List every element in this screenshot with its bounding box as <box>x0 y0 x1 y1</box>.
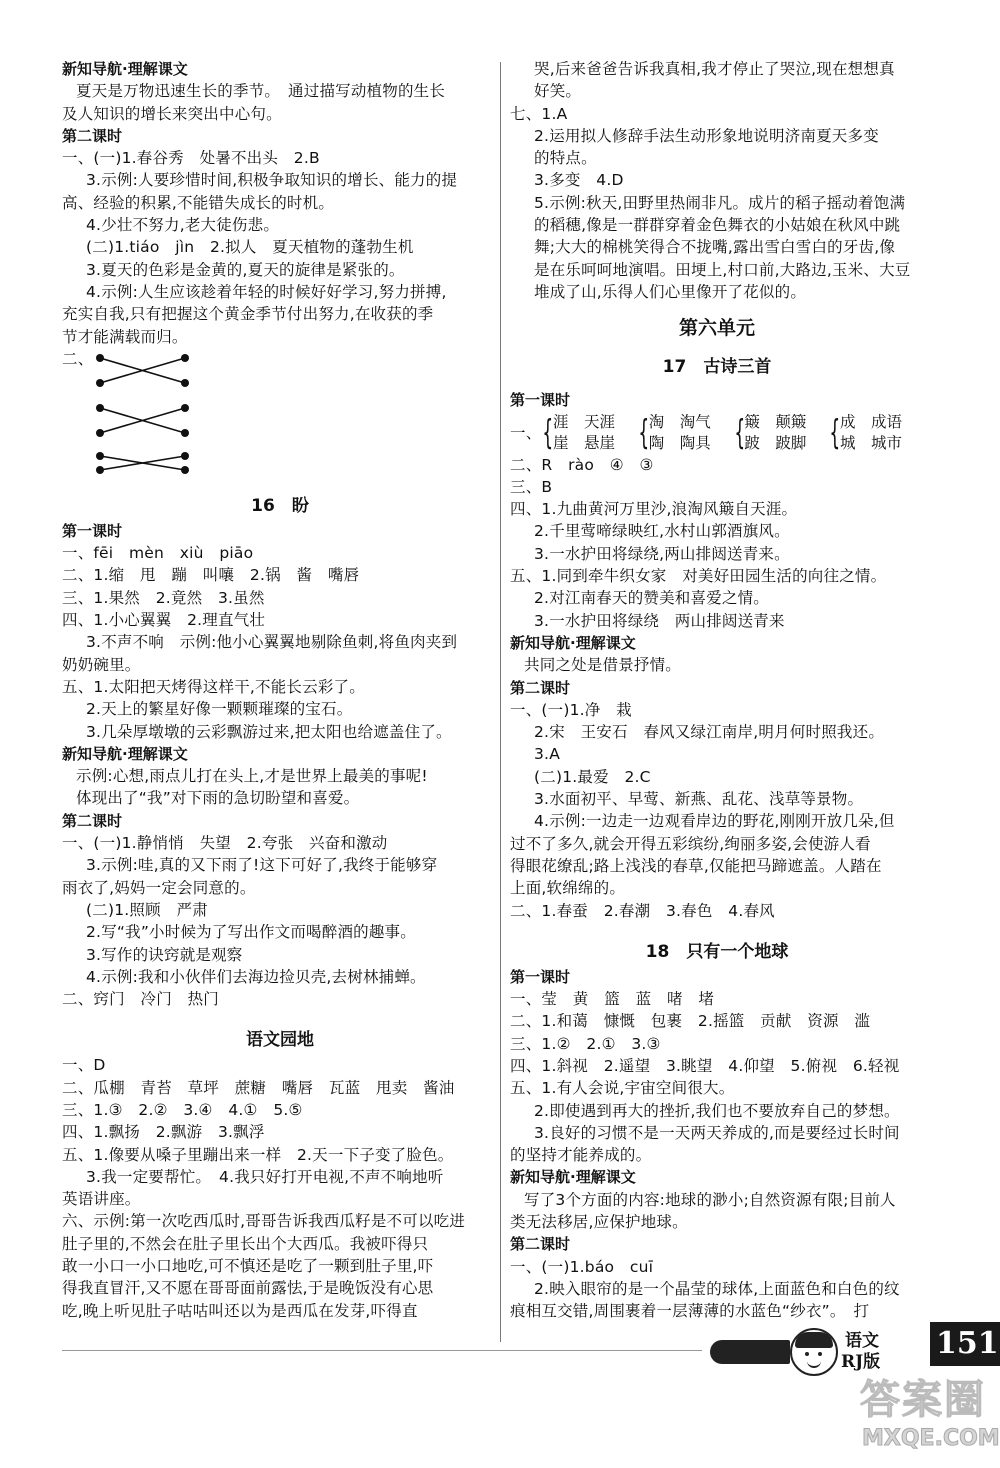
section-heading: 第二课时 <box>62 811 123 830</box>
answer-line: 4.示例:一边走一边观看岸边的野花,刚刚开放几朵,但 <box>534 812 895 831</box>
answer-line: 节才能满载而归。 <box>62 327 188 346</box>
lesson-title: 16 盼 <box>251 495 309 516</box>
answer-line: 3.一水护田将绿绕 两山排闼送青来 <box>534 611 785 630</box>
answer-line: 3.一水护田将绿绕,两山排闼送青来。 <box>534 544 790 563</box>
answer-line: 2.对江南春天的赞美和喜爱之情。 <box>534 589 769 608</box>
answer-line: 痕相互交错,周围裹着一层薄薄的水蓝色“纱衣”。 打 <box>510 1302 870 1321</box>
answer-line: 三、1.③ 2.② 3.④ 4.① 5.⑤ <box>62 1100 303 1119</box>
answer-line: 2.写“我”小时候为了写出作文而喝醉酒的趣事。 <box>86 923 416 942</box>
answer-line: 三、1.② 2.① 3.③ <box>510 1034 661 1053</box>
answer-line: 2.映入眼帘的是一个晶莹的球体,上面蓝色和白色的纹 <box>534 1279 900 1298</box>
answer-line: 哭,后来爸爸告诉我真相,我才停止了哭泣,现在想想真 <box>534 60 895 78</box>
answer-line: 3.多变 4.D <box>534 171 624 190</box>
brace-icon: { <box>638 412 650 453</box>
answer-line: 吃,晚上听见肚子咕咕叫还以为是西瓜在发芽,吓得直 <box>62 1301 418 1320</box>
answer-line: 英语讲座。 <box>62 1190 141 1209</box>
bracket-group <box>541 412 615 454</box>
answer-line: 二、1.缩 甩 蹦 叫嚷 2.锅 酱 嘴唇 <box>62 566 360 585</box>
right-block-b <box>510 454 924 1323</box>
match-dot <box>96 379 104 387</box>
section-heading: 第二课时 <box>62 126 123 145</box>
right-column <box>510 58 924 1323</box>
matching-diagram <box>62 348 498 476</box>
answer-line: (二)1.tiáo jìn 2.拟人 夏天植物的蓬勃生机 <box>86 238 414 257</box>
match-dot <box>96 404 104 412</box>
matching-label: 二、 <box>62 349 94 368</box>
bracket-group <box>733 412 807 454</box>
section-heading: 第二课时 <box>510 678 571 697</box>
section-heading: 新知导航·理解课文 <box>510 633 636 652</box>
answer-line: 四、1.九曲黄河万里沙,浪淘风簸自天涯。 <box>510 500 798 519</box>
answer-line: 3.水面初平、早莺、新燕、乱花、浅草等景物。 <box>534 790 864 809</box>
answer-line: 一、(一)1.净 栽 <box>510 700 632 719</box>
answer-line: 好笑。 <box>534 82 582 101</box>
section-heading: 新知导航·理解课文 <box>62 60 188 78</box>
bracket-answer-row <box>510 412 924 454</box>
unit-title: 第六单元 <box>678 317 755 340</box>
answer-line: 肚子里的,不然会在肚子里长出个大西瓜。我被吓得只 <box>62 1234 429 1253</box>
answer-line: 2.天上的繁星好像一颗颗璀璨的宝石。 <box>86 700 353 719</box>
answer-line: 3.示例:人要珍惜时间,积极争取知识的增长、能力的提 <box>86 171 458 190</box>
answer-line: 一、(一)1.báo cuī <box>510 1257 654 1276</box>
footer-subject: 语文 <box>845 1331 879 1351</box>
bracket-item: 城 城市 <box>840 433 903 452</box>
answer-line: 五、1.有人会说,宇宙空间很大。 <box>510 1079 735 1098</box>
match-dot <box>96 466 104 474</box>
match-dot <box>181 429 189 437</box>
answer-line: 3.示例:哇,真的又下雨了!这下可好了,我终于能够穿 <box>86 856 438 875</box>
bracket-item: 簸 颠簸 <box>744 412 807 431</box>
brace-icon: { <box>734 412 745 453</box>
watermark-logo: 答案圈 <box>860 1376 986 1423</box>
answer-line: 三、B <box>510 477 553 496</box>
lesson-17-title: 17 古诗三首 <box>662 357 772 378</box>
answer-line: 3.良好的习惯不是一天两天养成的,而是要经过长时间 <box>534 1123 900 1142</box>
answer-line: 二、R rào ④ ③ <box>510 455 654 474</box>
answer-line: 5.示例:秋天,田野里热闹非凡。成片的稻子摇动着饱满 <box>534 193 906 212</box>
answer-line: 一、fēi mèn xiù piāo <box>62 544 254 563</box>
answer-line: 3.写作的诀窍就是观察 <box>86 945 243 964</box>
bracket-item: 跛 跛脚 <box>744 433 807 452</box>
lesson-title: 语文园地 <box>246 1030 314 1051</box>
match-dot <box>181 452 189 460</box>
column-divider <box>500 62 501 1342</box>
left-column <box>62 58 498 1322</box>
answer-line: 舞;大大的棉桃笑得合不拢嘴,露出雪白雪白的牙齿,像 <box>534 238 896 257</box>
answer-line: 上面,软绵绵的。 <box>510 879 626 898</box>
match-dot <box>181 466 189 474</box>
answer-line: 夏天是万物迅速生长的季节。 通过描写动植物的生长 <box>76 82 446 101</box>
right-block-a <box>510 58 924 303</box>
answer-line: 3.A <box>534 745 560 764</box>
watermark <box>860 1368 1000 1468</box>
answer-line: 3.我一定要帮忙。 4.我只好打开电视,不声不响地听 <box>86 1167 444 1186</box>
answer-line: 2.宋 王安石 春风又绿江南岸,明月何时照我还。 <box>534 723 885 742</box>
bracket-item: 成 成语 <box>840 412 903 431</box>
answer-line: 四、1.小心翼翼 2.理直气壮 <box>62 611 266 630</box>
section-heading: 第二课时 <box>510 1235 571 1254</box>
section-heading: 新知导航·理解课文 <box>62 744 188 763</box>
matching-lines <box>90 348 200 476</box>
answer-line: 的稻穗,像是一群群穿着金色舞衣的小姑娘在秋风中跳 <box>534 216 901 235</box>
match-dot <box>181 379 189 387</box>
answer-line: 共同之处是借景抒情。 <box>524 656 682 675</box>
answer-line: 写了3个方面的内容:地球的渺小;自然资源有限;目前人 <box>524 1190 896 1209</box>
answer-line: 得眼花缭乱;路上浅浅的春草,仅能把马蹄遮盖。人踏在 <box>510 856 882 875</box>
answer-line: 五、1.同到牵牛织女家 对美好田园生活的向往之情。 <box>510 567 887 586</box>
answer-line: (二)1.最爱 2.C <box>534 767 651 786</box>
lesson-17-first-period: 第一课时 <box>510 391 571 410</box>
answer-line: 雨衣了,妈妈一定会同意的。 <box>62 878 256 897</box>
answer-line: 二、瓜棚 青苔 草坪 蔗糖 嘴唇 瓦蓝 甩卖 酱油 <box>62 1078 455 1097</box>
answer-line: 及人知识的增长来突出中心句。 <box>62 104 282 123</box>
lesson-title: 18 只有一个地球 <box>645 941 789 962</box>
left-block-b <box>62 492 498 1322</box>
answer-line: 3.几朵厚墩墩的云彩飘游过来,把太阳也给遮盖住了。 <box>86 722 452 741</box>
answer-line: 充实自我,只有把握这个黄金季节付出努力,在收获的季 <box>62 305 434 324</box>
page-number: 151 <box>930 1322 1000 1366</box>
answer-line: 3.不声不响 示例:他小心翼翼地剔除鱼刺,将鱼肉夹到 <box>86 633 458 652</box>
watermark-url: MXQE.COM <box>862 1426 1000 1451</box>
answer-line: 3.夏天的色彩是金黄的,夏天的旋律是紧张的。 <box>86 260 405 279</box>
section-heading: 第一课时 <box>62 521 123 540</box>
answer-line: 堆成了山,乐得人们心里像开了花似的。 <box>534 282 807 301</box>
answer-line: 示例:心想,雨点儿打在头上,才是世界上最美的事呢! <box>76 767 428 786</box>
answer-line: 一、(一)1.春谷秀 处暑不出头 2.B <box>62 149 320 168</box>
match-dot <box>181 354 189 362</box>
section-heading: 新知导航·理解课文 <box>510 1168 636 1187</box>
answer-line: 高、经验的积累,不能错失成长的时机。 <box>62 193 335 212</box>
answer-line: 2.即使遇到再大的挫折,我们也不要放弃自己的梦想。 <box>534 1101 900 1120</box>
answer-line: 四、1.飘扬 2.飘游 3.飘浮 <box>62 1123 265 1142</box>
bracket-group <box>637 412 711 454</box>
match-dot <box>96 452 104 460</box>
answer-line: 二、1.和蔼 慷慨 包裹 2.摇篮 贡献 资源 滥 <box>510 1012 871 1031</box>
match-dot <box>96 354 104 362</box>
answer-line: 七、1.A <box>510 104 568 123</box>
answer-line: 敢一小口一小口地吃,可不慎还是吃了一颗到肚子里,吓 <box>62 1257 434 1276</box>
answer-line: 2.运用拟人修辞手法生动形象地说明济南夏天多变 <box>534 126 879 145</box>
footer-edition: RJ版 <box>841 1352 881 1372</box>
match-dot <box>96 429 104 437</box>
answer-line: 4.少壮不努力,老大徒伤悲。 <box>86 216 280 235</box>
bracket-item: 崖 悬崖 <box>553 433 616 452</box>
footer-decor-bar <box>710 1340 790 1364</box>
answer-line: 2.千里莺啼绿映红,水村山郭酒旗风。 <box>534 522 790 541</box>
answer-line: 过不了多久,就会开得五彩缤纷,绚丽多姿,会使游人看 <box>510 834 871 853</box>
answer-line: 五、1.太阳把天烤得这样干,不能长云彩了。 <box>62 677 365 696</box>
bracket-item: 陶 陶具 <box>648 433 711 452</box>
answer-line: 二、1.春蚕 2.春潮 3.春色 4.春风 <box>510 901 775 920</box>
answer-line: 得我直冒汗,又不愿在哥哥面前露怯,于是晚饭没有心思 <box>62 1279 434 1298</box>
bracket-group <box>828 412 902 454</box>
brace-icon: { <box>829 412 841 453</box>
brace-icon: { <box>542 412 554 453</box>
answer-line: 的特点。 <box>534 149 597 168</box>
bracket-item: 淘 淘气 <box>648 412 711 431</box>
left-block-a <box>62 58 498 348</box>
spacer <box>62 1010 498 1026</box>
bracket-item: 涯 天涯 <box>553 412 616 431</box>
answer-line: 奶奶碗里。 <box>62 655 141 674</box>
section-heading: 第一课时 <box>510 967 571 986</box>
answer-line: 一、(一)1.静悄悄 失望 2.夸张 兴奋和激动 <box>62 834 388 853</box>
spacer <box>510 922 924 938</box>
answer-line: (二)1.照顾 严肃 <box>86 900 208 919</box>
answer-line: 三、1.果然 2.竟然 3.虽然 <box>62 588 265 607</box>
answer-line: 二、窍门 冷门 热门 <box>62 990 220 1009</box>
answer-line: 的坚持才能养成的。 <box>510 1146 652 1165</box>
answer-line: 一、D <box>62 1056 106 1075</box>
answer-line: 类无法移居,应保护地球。 <box>510 1213 688 1232</box>
answer-line: 是在乐呵呵地演唱。田埂上,村口前,大路边,玉米、大豆 <box>534 260 911 279</box>
answer-line: 4.示例:我和小伙伴们去海边捡贝壳,去树林捕蝉。 <box>86 967 426 986</box>
answer-line: 六、示例:第一次吃西瓜时,哥哥告诉我西瓜籽是不可以吃进 <box>62 1212 466 1231</box>
student-face-icon <box>790 1328 838 1376</box>
answer-line: 五、1.像要从嗓子里蹦出来一样 2.天一下子变了脸色。 <box>62 1145 454 1164</box>
answer-line: 体现出了“我”对下雨的急切盼望和喜爱。 <box>76 789 360 808</box>
answer-line: 一、莹 黄 篮 蓝 啫 堵 <box>510 990 715 1009</box>
match-dot <box>181 404 189 412</box>
answer-line: 四、1.斜视 2.遥望 3.眺望 4.仰望 5.俯视 6.轻视 <box>510 1056 900 1075</box>
bracket-prefix: 一、 <box>510 423 542 442</box>
answer-line: 4.示例:人生应该趁着年轻的时候好好学习,努力拼搏, <box>86 282 447 301</box>
bottom-rule <box>62 1350 702 1351</box>
